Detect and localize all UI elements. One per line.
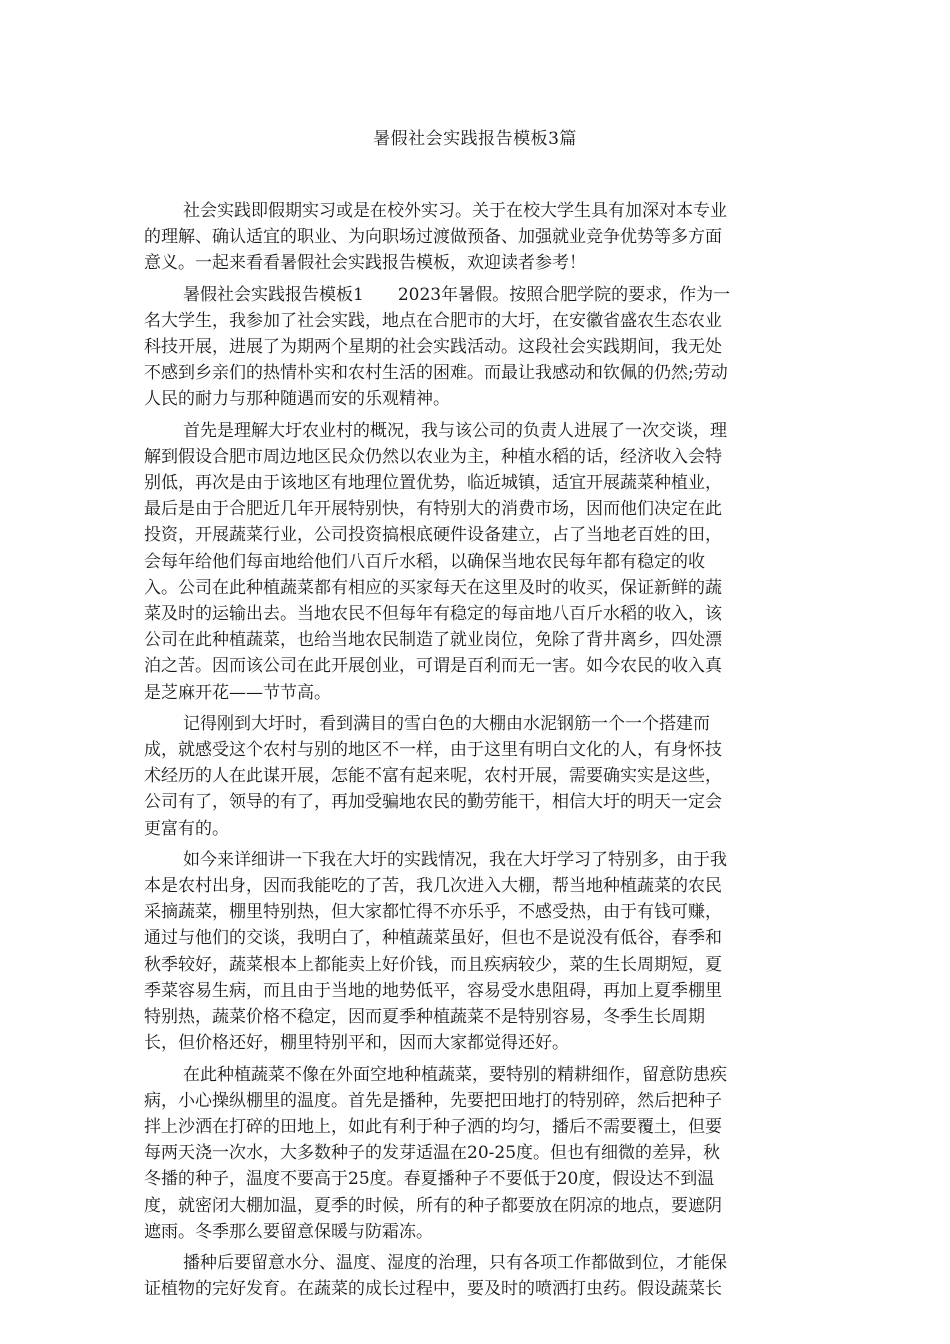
paragraph-line: 术经历的人在此谋开展，怎能不富有起来呢，农村开展，需要确实实是这些， (144, 766, 722, 787)
paragraph-line: 泊之苦。因而该公司在此开展创业，可谓是百利而无一害。如今农民的收入真 (144, 656, 722, 677)
paragraph-line: 病，小心操纵棚里的温度。首先是播种，先要把田地打的特别碎，然后把种子 (144, 1090, 722, 1111)
paragraph (144, 847, 796, 1057)
paragraph-line: 秋季较好，蔬菜根本上都能卖上好价钱，而且疾病较少，菜的生长周期短，夏 (144, 954, 722, 975)
paragraph-line: 是芝麻开花——节节高。 (144, 682, 331, 703)
paragraph (144, 711, 796, 842)
paragraph-line: 冬播的种子，温度不要高于25度。春夏播种子不要低于20度，假设达不到温 (144, 1169, 715, 1190)
paragraph-line: 本是农村出身，因而我能吃的了苦，我几次进入大棚，帮当地种植蔬菜的农民 (144, 876, 722, 897)
paragraph-line: 特别热，蔬菜价格不稳定，因而夏季种植蔬菜不是特别容易，冬季生长周期 (144, 1007, 705, 1028)
paragraph-line: 公司在此种植蔬菜，也给当地农民制造了就业岗位，免除了背井离乡，四处漂 (144, 630, 722, 651)
paragraph-line: 名大学生，我参加了社会实践，地点在合肥市的大圩，在安徽省盛农生态农业 (144, 310, 722, 331)
paragraph (144, 1250, 796, 1302)
paragraph-line: 遮雨。冬季那么要留意保暖与防霜冻。 (144, 1221, 433, 1242)
paragraph-line: 首先是理解大圩农业村的概况，我与该公司的负责人进展了一次交谈，理 (183, 420, 727, 441)
paragraph-line: 会每年给他们每亩地给他们八百斤水稻，以确保当地农民每年都有稳定的收 (144, 551, 705, 572)
paragraph-line: 度，就密闭大棚加温，夏季的时候，所有的种子都要放在阴凉的地点，要遮阴 (144, 1195, 722, 1216)
paragraph-line: 长，但价格还好，棚里特别平和，因而大家都觉得还好。 (144, 1033, 569, 1054)
paragraph-line: 如今来详细讲一下我在大圩的实践情况，我在大圩学习了特别多，由于我 (183, 849, 727, 870)
paragraph-line: 季菜容易生病，而且由于当地的地势低平，容易受水患阻碍，再加上夏季棚里 (144, 980, 722, 1001)
paragraph-line: 播种后要留意水分、温度、湿度的治理，只有各项工作都做到位，才能保 (183, 1252, 727, 1273)
paragraph-line: 证植物的完好发育。在蔬菜的成长过程中，要及时的喷洒打虫药。假设蔬菜长 (144, 1279, 722, 1300)
document-title: 暑假社会实践报告模板3篇 (373, 129, 577, 149)
paragraph (144, 198, 796, 277)
paragraph-line: 别低，再次是由于该地区有地理位置优势，临近城镇，适宜开展蔬菜种植业， (144, 473, 722, 494)
paragraph-line: 入。公司在此种植蔬菜都有相应的买家每天在这里及时的收买，保证新鲜的蔬 (144, 577, 722, 598)
paragraph-line: 暑假社会实践报告模板1 2023年暑假。按照合肥学院的要求，作为一 (183, 284, 731, 305)
paragraph (144, 418, 796, 706)
paragraph-line: 不感到乡亲们的热情朴实和农村生活的困难。而最让我感动和钦佩的仍然;劳动 (144, 363, 728, 384)
paragraph-line: 人民的耐力与那种随遇而安的乐观精神。 (144, 389, 450, 410)
paragraph-line: 记得刚到大圩时，看到满目的雪白色的大棚由水泥钢筋一个一个搭建而 (183, 713, 710, 734)
paragraph-line: 每两天浇一次水，大多数种子的发芽适温在20-25度。但也有细微的差异，秋 (144, 1143, 721, 1164)
document-body (144, 198, 796, 1302)
paragraph-line: 公司有了，领导的有了，再加受骗地农民的勤劳能干，相信大圩的明天一定会 (144, 792, 722, 813)
paragraph-line: 意义。一起来看看暑假社会实践报告模板，欢迎读者参考！ (144, 253, 586, 274)
paragraph-line: 通过与他们的交谈，我明白了，种植蔬菜虽好，但也不是说没有低谷，春季和 (144, 928, 722, 949)
paragraph-line: 解到假设合肥市周边地区民众仍然以农业为主，种植水稻的话，经济收入会特 (144, 446, 722, 467)
paragraph-line: 成，就感受这个农村与别的地区不一样，由于这里有明白文化的人，有身怀技 (144, 740, 722, 761)
paragraph-line: 最后是由于合肥近几年开展特别快，有特别大的消费市场，因而他们决定在此 (144, 499, 722, 520)
paragraph-line: 社会实践即假期实习或是在校外实习。关于在校大学生具有加深对本专业 (183, 201, 727, 221)
paragraph-line: 的理解、确认适宜的职业、为向职场过渡做预备、加强就业竞争优势等多方面 (144, 227, 722, 248)
paragraph-line: 菜及时的运输出去。当地农民不但每年有稳定的每亩地八百斤水稻的收入，该 (144, 604, 722, 625)
paragraph-line: 采摘蔬菜，棚里特别热，但大家都忙得不亦乐乎，不感受热，由于有钱可赚， (144, 902, 722, 923)
paragraph-line: 在此种植蔬菜不像在外面空地种植蔬菜，要特别的精耕细作，留意防患疾 (183, 1064, 727, 1085)
paragraph-line: 更富有的。 (144, 818, 229, 839)
paragraph (144, 1062, 796, 1245)
paragraph-line: 投资，开展蔬菜行业，公司投资搞根底硬件设备建立，占了当地老百姓的田， (144, 525, 722, 546)
paragraph-line: 拌上沙洒在打碎的田地上，如此有利于种子洒的均匀，播后不需要覆土，但要 (144, 1116, 722, 1137)
paragraph-line: 科技开展，进展了为期两个星期的社会实践活动。这段社会实践期间，我无处 (144, 337, 722, 358)
paragraph (144, 282, 796, 413)
